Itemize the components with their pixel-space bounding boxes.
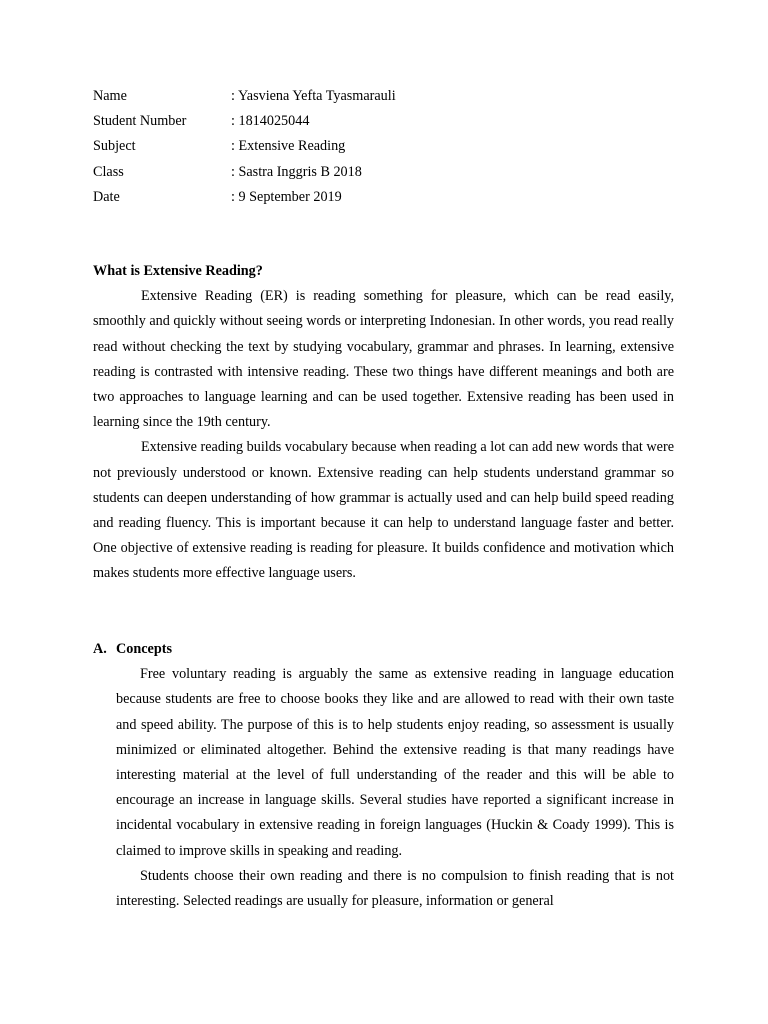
info-row-class xyxy=(93,162,653,187)
section-concepts xyxy=(93,637,674,914)
section-what-is-extensive-reading xyxy=(93,259,674,587)
section-number: A. xyxy=(93,641,107,657)
info-label: Student Number xyxy=(93,113,187,130)
section-heading xyxy=(93,637,674,662)
section-body xyxy=(93,662,674,914)
info-value: : 9 September 2019 xyxy=(231,188,342,205)
paragraph: Free voluntary reading is arguably the same as extensive reading in language education because students are free to choose books they like and are allowed to read with their own taste and speed ability. The purpose of this is to help students enjoy reading, so assessment is usually minimized or eliminated altogether. Behind the extensive reading is that many readings have interesting material at the level of full understanding of the reader and this will be able to encourage an increase in language skills. Several studies have reported a significant increase in incidental vocabulary in extensive reading in foreign languages (Huckin & Coady 1999). This is claimed to improve skills in speaking and reading. xyxy=(116,666,674,859)
info-row-date xyxy=(93,187,653,212)
paragraph: Extensive Reading (ER) is reading something for pleasure, which can be read easily, smoothly and quickly without seeing words or interpreting Indonesian. In other words, you read really read without checking the text by studying vocabulary, grammar and phrases. In learning, extensive reading is contrasted with intensive reading. These two things have different meanings and both are two approaches to language learning and can be used together. Extensive reading has been used in learning since the 19th century. xyxy=(93,288,674,431)
info-label: Class xyxy=(93,163,124,180)
info-row-subject xyxy=(93,136,653,161)
section-heading: What is Extensive Reading? xyxy=(93,263,263,279)
info-value: : Extensive Reading xyxy=(231,138,346,155)
info-label: Name xyxy=(93,88,127,104)
info-label: Date xyxy=(93,188,120,205)
info-value: : Sastra Inggris B 2018 xyxy=(231,163,362,180)
info-value: : Yasviena Yefta Tyasmarauli xyxy=(231,88,396,104)
info-row-name xyxy=(93,86,653,111)
student-info-block xyxy=(93,86,653,212)
paragraph: Extensive reading builds vocabulary because when reading a lot can add new words that were not previously understood or known. Extensive reading can help students understand grammar so students can deepen understanding of how grammar is actually used and can help build speed reading and reading fluency. This is important because it can help to understand language faster and better. One objective of extensive reading is reading for pleasure. It builds confidence and motivation which makes students more effective language users. xyxy=(93,439,674,582)
info-label: Subject xyxy=(93,138,136,155)
section-title: Concepts xyxy=(116,641,172,657)
paragraph: Students choose their own reading and there is no compulsion to finish reading that is not interesting. Selected readings are usually for pleasure, information or general xyxy=(116,867,674,910)
info-value: : 1814025044 xyxy=(231,113,310,130)
info-row-student-number xyxy=(93,111,653,136)
